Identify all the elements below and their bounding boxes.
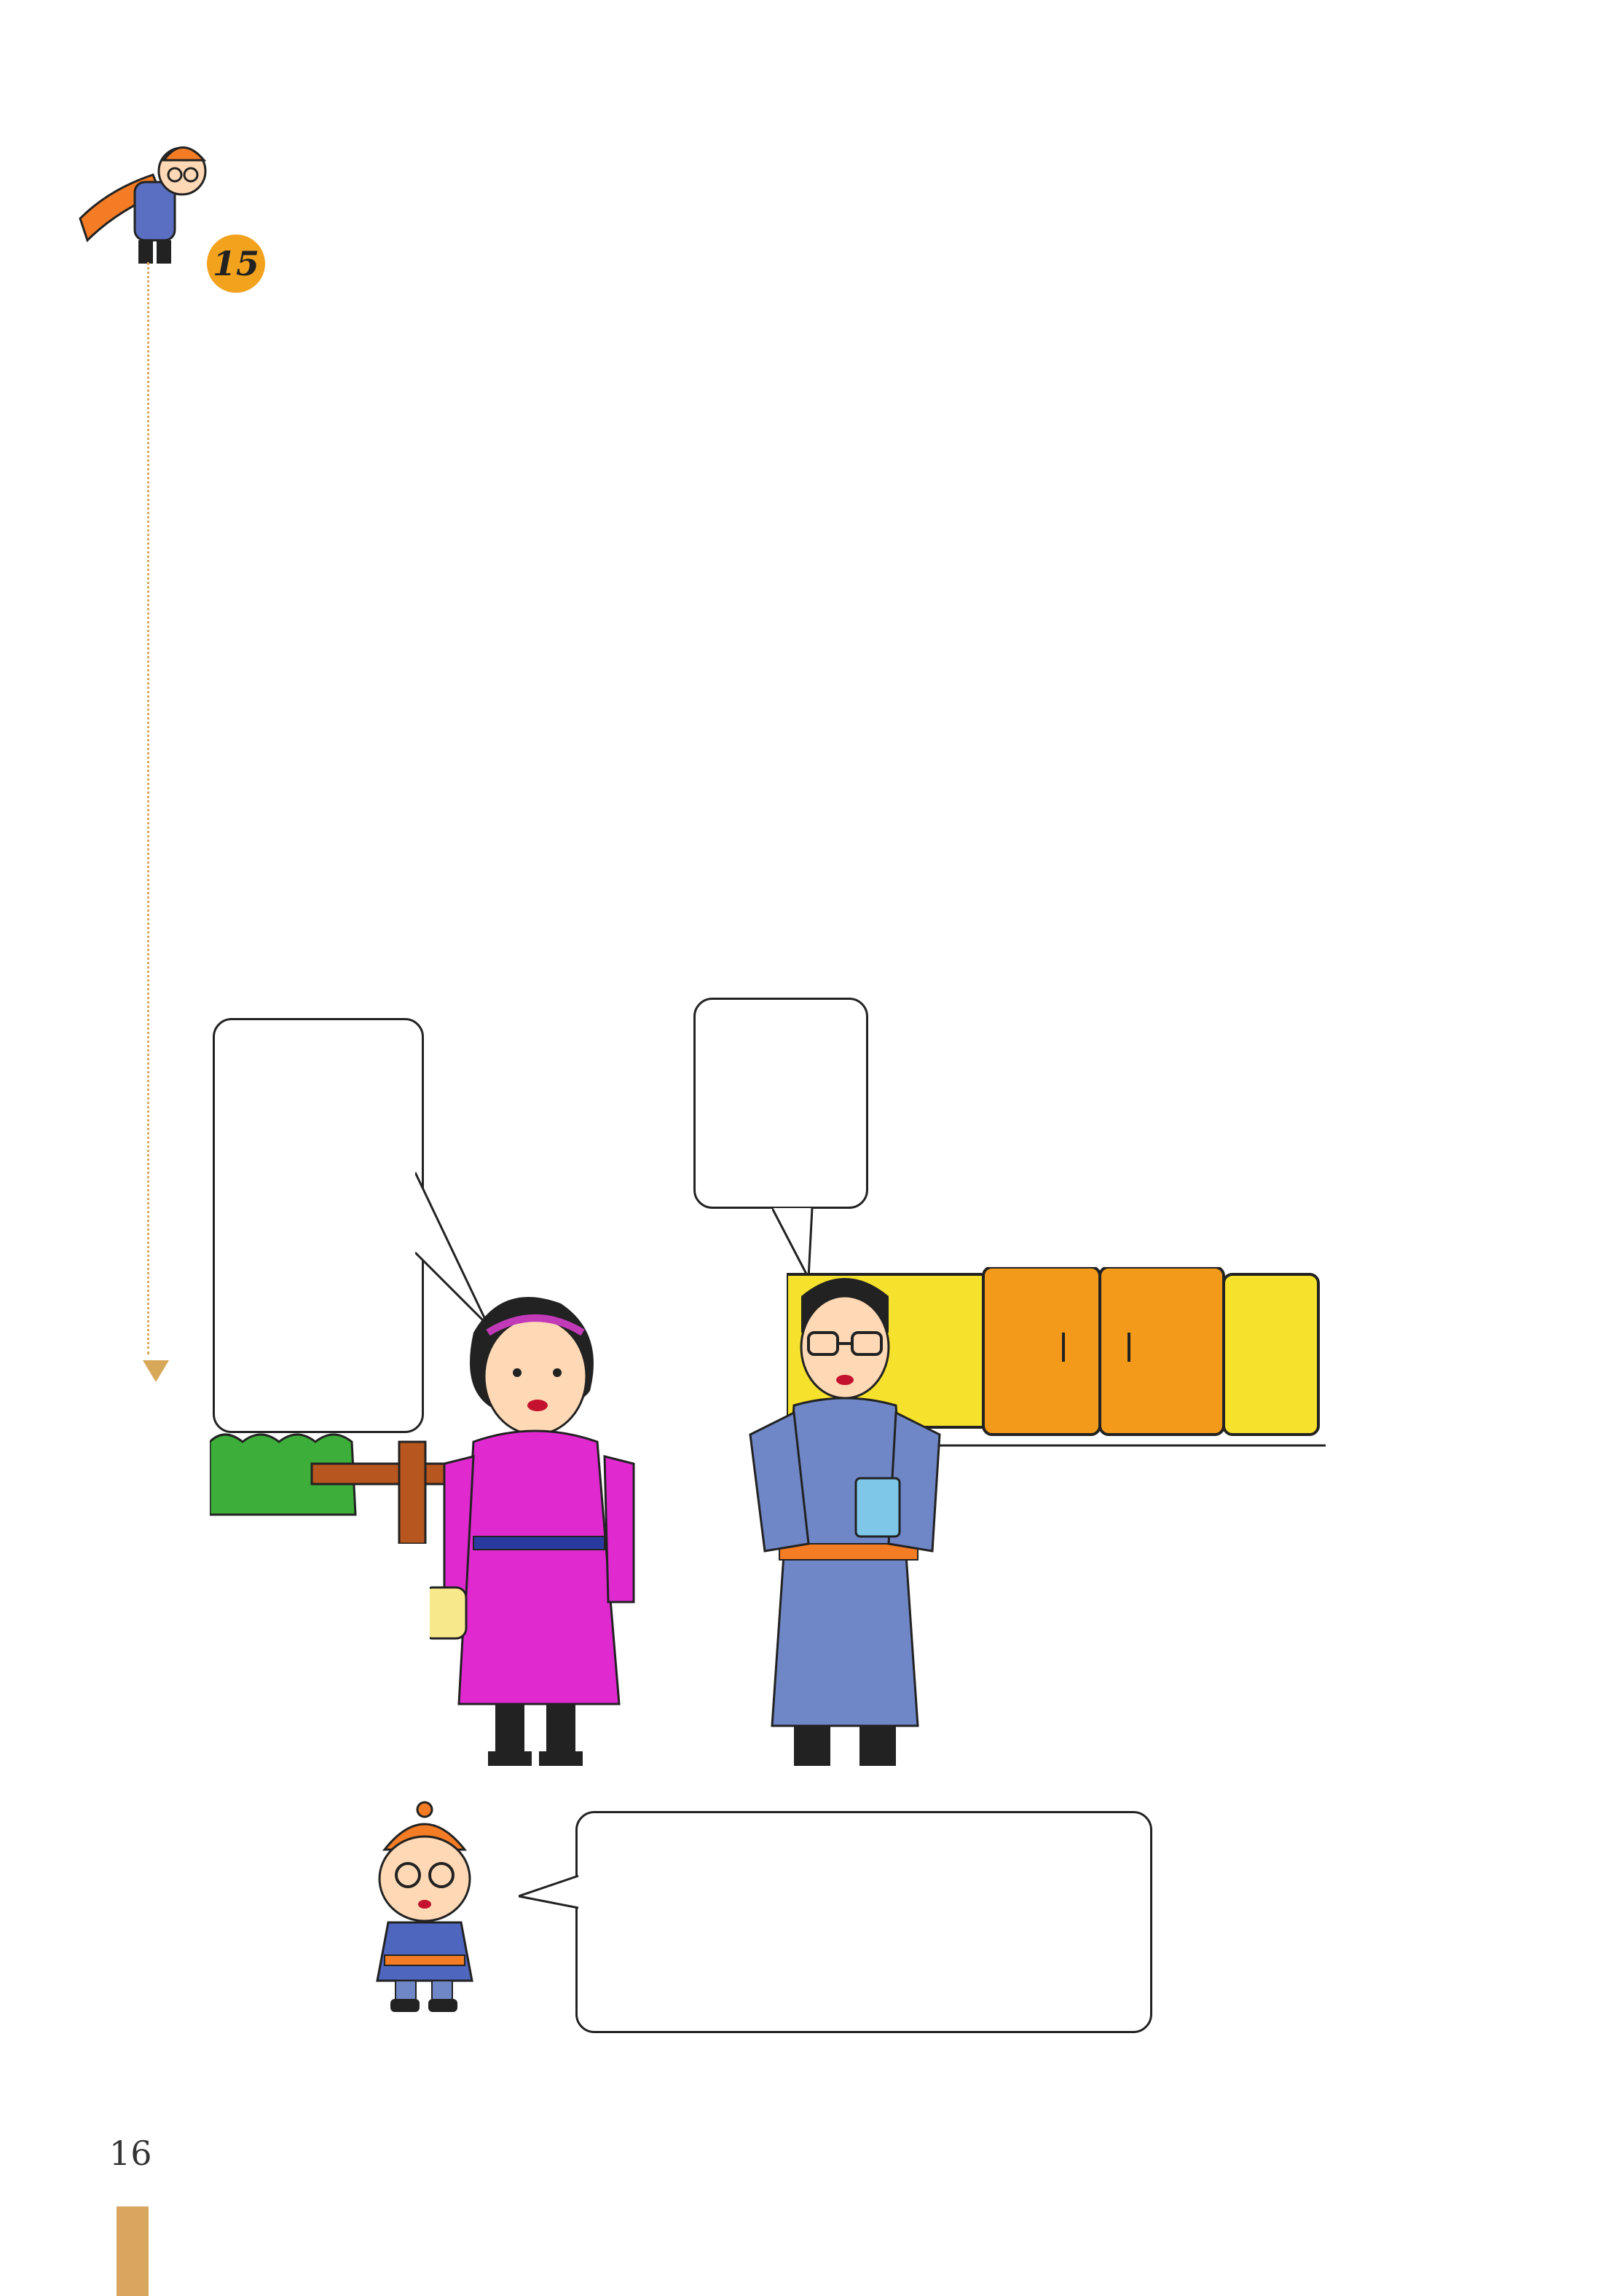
exercise-number-badge: 15 [207,234,265,293]
woman-figure [430,1289,656,1784]
speech-bubble-man [693,998,868,1209]
man-figure [736,1267,961,1777]
speech-bubble-boy-tail [519,1871,580,1915]
flying-boy-mascot [66,131,219,277]
speech-bubble-woman [213,1018,424,1433]
page-edge-bar [117,2206,149,2296]
boy-figure [355,1799,494,2017]
page-number: 16 [109,2134,152,2173]
margin-rule-arrow-icon [143,1360,169,1382]
margin-rule [147,262,149,1354]
running-header [102,277,131,1311]
speech-bubble-boy [575,1811,1152,2033]
